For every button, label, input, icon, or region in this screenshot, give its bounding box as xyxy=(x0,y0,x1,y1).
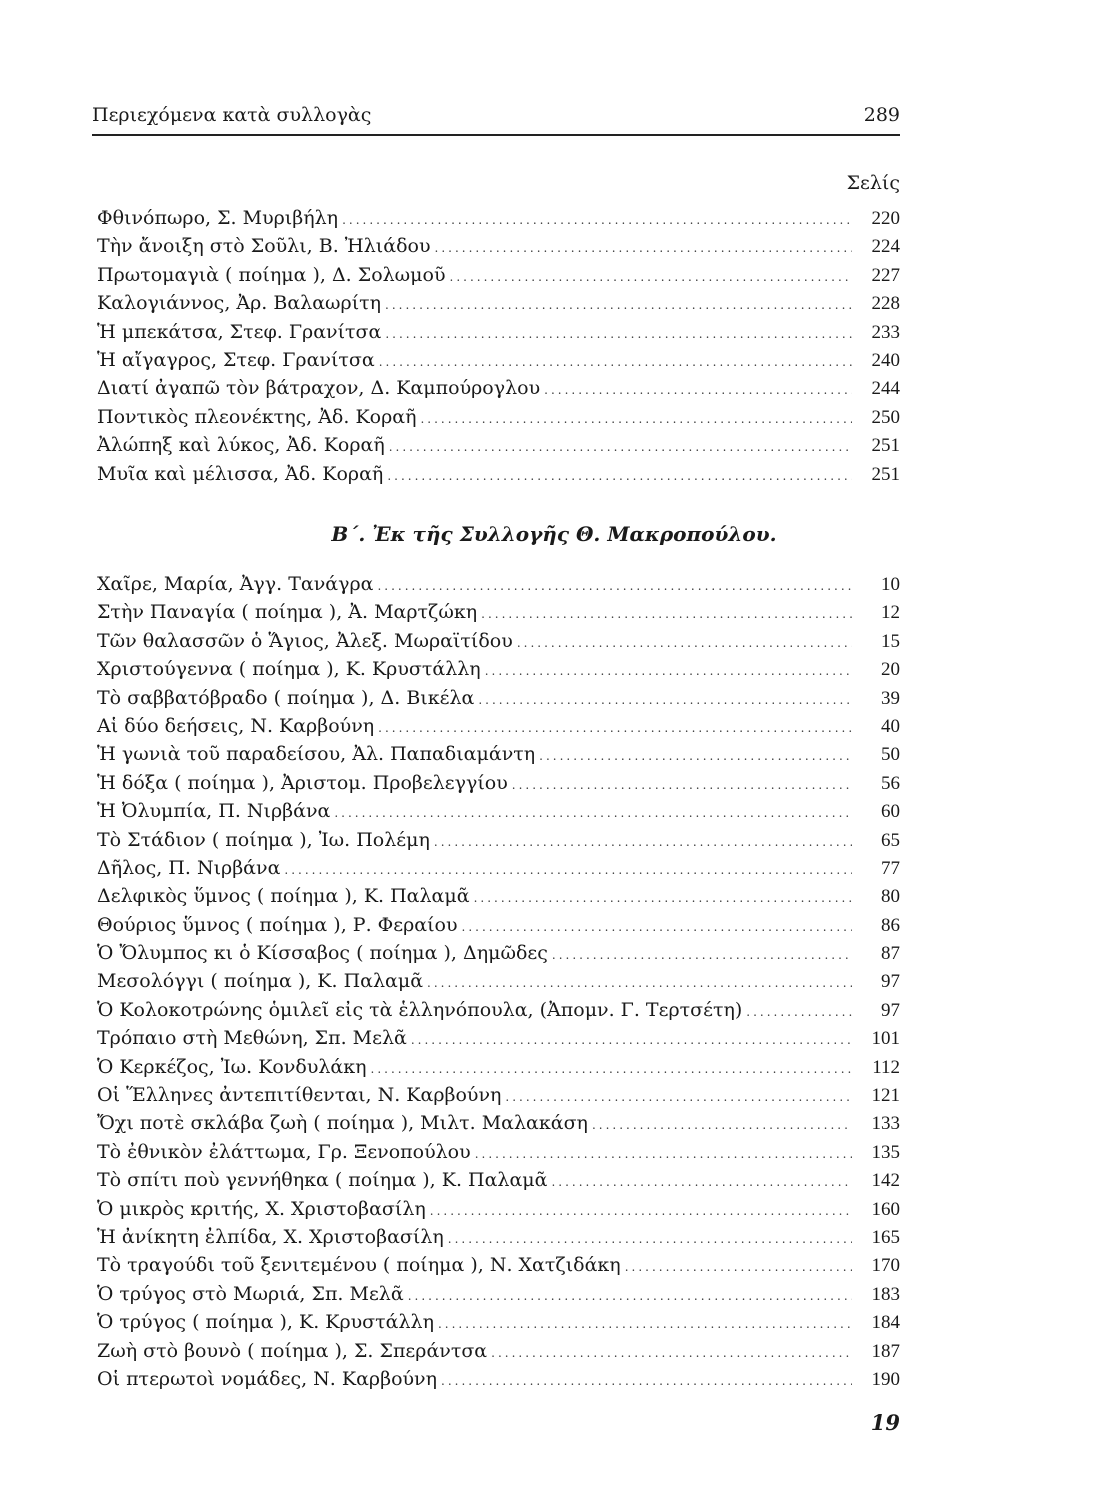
entry-page-number: 101 xyxy=(871,1028,900,1050)
entry-title: Ὁ μικρὸς κριτής, Χ. Χριστοβασίλη xyxy=(97,1197,426,1220)
dot-leader xyxy=(544,376,852,404)
entry-page-number: 187 xyxy=(871,1340,900,1362)
toc-entry xyxy=(97,1138,900,1166)
toc-entry xyxy=(97,967,900,995)
dot-leader xyxy=(430,1197,852,1225)
entry-title: Χαῖρε, Μαρία, Ἀγγ. Τανάγρα xyxy=(97,573,374,595)
entry-title: Ζωὴ στὸ βουνὸ ( ποίημα ), Σ. Σπεράντσα xyxy=(97,1339,488,1362)
entry-page-number: 160 xyxy=(871,1198,900,1220)
toc-entry xyxy=(97,1024,900,1052)
entry-title: Τῶν θαλασσῶν ὁ Ἅγιος, Ἀλεξ. Μωραϊτίδου xyxy=(97,629,513,652)
dot-leader xyxy=(625,1253,852,1281)
entry-title: Τὸ ἐθνικὸν ἐλάττωμα, Γρ. Ξενοπούλου xyxy=(97,1140,471,1163)
entry-page-number: 251 xyxy=(871,435,900,457)
entry-page-number: 165 xyxy=(871,1226,900,1248)
toc-entry xyxy=(97,318,900,346)
dot-leader xyxy=(450,263,852,291)
toc-entry xyxy=(97,684,900,712)
entry-page-number: 183 xyxy=(871,1283,900,1305)
dot-leader xyxy=(371,1055,852,1083)
signature-number: 19 xyxy=(870,1410,900,1435)
entry-page-number: 56 xyxy=(881,772,900,794)
dot-leader xyxy=(485,657,852,685)
dot-leader xyxy=(481,600,852,628)
entry-page-number: 12 xyxy=(881,602,900,624)
entry-page-number: 40 xyxy=(881,715,900,737)
dot-leader xyxy=(389,433,852,461)
entry-page-number: 133 xyxy=(871,1113,900,1135)
dot-leader xyxy=(334,799,852,827)
entry-title: Ἡ δόξα ( ποίημα ), Ἀριστομ. Προβελεγγίου xyxy=(97,771,508,794)
toc-entry xyxy=(97,712,900,740)
toc-entry xyxy=(97,232,900,260)
entry-title: Τὸ σπίτι ποὺ γεννήθηκα ( ποίημα ), Κ. Παλαμᾶ xyxy=(97,1169,548,1192)
toc-entry xyxy=(97,1280,900,1308)
entry-page-number: 240 xyxy=(871,349,900,371)
dot-leader xyxy=(342,206,852,234)
entry-title: Τὴν ἄνοιξη στὸ Σοῦλι, Β. Ἠλιάδου xyxy=(97,235,431,258)
toc-list-section-b xyxy=(97,570,900,1393)
entry-page-number: 15 xyxy=(881,630,900,652)
entry-page-number: 250 xyxy=(871,406,900,428)
entry-page-number: 50 xyxy=(881,744,900,766)
entry-title: Δῆλος, Π. Νιρβάνα xyxy=(97,856,281,879)
entry-title: Ἡ γωνιὰ τοῦ παραδείσου, Ἀλ. Παπαδιαμάντη xyxy=(97,743,536,766)
entry-title: Αἱ δύο δεήσεις, Ν. Καρβούνη xyxy=(97,714,375,737)
entry-title: Οἱ πτερωτοὶ νομάδες, Ν. Καρβούνη xyxy=(97,1367,437,1390)
entry-title: Φθινόπωρο, Σ. Μυριβήλη xyxy=(97,207,339,229)
toc-entry xyxy=(97,403,900,431)
entry-title: Ἡ ἀνίκητη ἐλπίδα, Χ. Χριστοβασίλη xyxy=(97,1225,444,1248)
entry-page-number: 65 xyxy=(881,829,900,851)
toc-list-section-a xyxy=(97,204,900,488)
dot-leader xyxy=(427,969,852,997)
dot-leader xyxy=(512,771,852,799)
toc-entry xyxy=(97,1365,900,1393)
dot-leader xyxy=(438,1310,852,1338)
toc-entry xyxy=(97,627,900,655)
entry-title: Χριστούγεννα ( ποίημα ), Κ. Κρυστάλλη xyxy=(97,658,481,681)
entry-title: Στὴν Παναγία ( ποίημα ), Ἀ. Μαρτζώκη xyxy=(97,601,478,624)
dot-leader xyxy=(420,405,852,433)
entry-title: Ὁ Ὄλυμπος κι ὁ Κίσσαβος ( ποίημα ), Δημῶδες xyxy=(97,942,548,965)
entry-title: Τρόπαιο στὴ Μεθώνη, Σπ. Μελᾶ xyxy=(97,1027,407,1050)
toc-entry xyxy=(97,460,900,488)
entry-title: Ἀλώπηξ καὶ λύκος, Ἀδ. Κοραῆ xyxy=(97,434,385,457)
entry-title: Ὁ Κολοκοτρώνης ὁμιλεῖ εἰς τὰ ἑλληνόπουλα, (Ἀπομν. Γ. Τερτσέτη) xyxy=(97,998,743,1021)
entry-page-number: 77 xyxy=(881,857,900,879)
toc-entry xyxy=(97,939,900,967)
dot-leader xyxy=(379,348,852,376)
entry-page-number: 20 xyxy=(881,659,900,681)
entry-page-number: 227 xyxy=(871,264,900,286)
toc-entry xyxy=(97,1308,900,1336)
dot-leader xyxy=(434,828,852,856)
entry-page-number: 10 xyxy=(881,574,900,595)
dot-leader xyxy=(441,1367,852,1395)
dot-leader xyxy=(475,1140,852,1168)
dot-leader xyxy=(505,1083,852,1111)
entry-page-number: 251 xyxy=(871,463,900,485)
dot-leader xyxy=(448,1225,852,1253)
toc-entry xyxy=(97,911,900,939)
dot-leader xyxy=(746,998,852,1026)
entry-page-number: 224 xyxy=(871,236,900,258)
dot-leader xyxy=(474,884,852,912)
dot-leader xyxy=(517,629,852,657)
entry-title: Μυῖα καὶ μέλισσα, Ἀδ. Κοραῆ xyxy=(97,462,384,485)
page-number: 289 xyxy=(863,104,900,126)
dot-leader xyxy=(462,913,852,941)
toc-entry xyxy=(97,1195,900,1223)
entry-title: Καλογιάννος, Ἀρ. Βαλαωρίτη xyxy=(97,292,382,315)
toc-entry xyxy=(97,740,900,768)
entry-page-number: 170 xyxy=(871,1255,900,1277)
entry-title: Θούριος ὕμνος ( ποίημα ), Ρ. Φεραίου xyxy=(97,913,458,936)
toc-entry xyxy=(97,996,900,1024)
dot-leader xyxy=(539,742,852,770)
toc-entry xyxy=(97,1166,900,1194)
dot-leader xyxy=(435,234,852,262)
dot-leader xyxy=(377,572,852,600)
toc-entry xyxy=(97,374,900,402)
entry-title: Διατί ἀγαπῶ τὸν βάτραχον, Δ. Καμπούρογλου xyxy=(97,377,541,400)
dot-leader xyxy=(411,1026,852,1054)
toc-entry xyxy=(97,261,900,289)
entry-page-number: 233 xyxy=(871,321,900,343)
entry-title: Οἱ Ἕλληνες ἀντεπιτίθενται, Ν. Καρβούνη xyxy=(97,1084,502,1107)
entry-page-number: 39 xyxy=(881,687,900,709)
page-column-label: Σελίς xyxy=(846,172,900,194)
entry-page-number: 190 xyxy=(871,1368,900,1390)
entry-title: Πρωτομαγιὰ ( ποίημα ), Δ. Σολωμοῦ xyxy=(97,263,446,286)
dot-leader xyxy=(478,686,852,714)
toc-entry xyxy=(97,204,900,232)
entry-page-number: 142 xyxy=(871,1170,900,1192)
entry-title: Ὁ τρύγος στὸ Μωριά, Σπ. Μελᾶ xyxy=(97,1282,404,1305)
entry-page-number: 60 xyxy=(881,801,900,823)
entry-title: Ἡ μπεκάτσα, Στεφ. Γρανίτσα xyxy=(97,320,382,343)
toc-entry xyxy=(97,1223,900,1251)
toc-entry xyxy=(97,1109,900,1137)
entry-title: Ὁ τρύγος ( ποίημα ), Κ. Κρυστάλλη xyxy=(97,1311,434,1334)
toc-entry xyxy=(97,598,900,626)
toc-entry xyxy=(97,882,900,910)
entry-page-number: 87 xyxy=(881,943,900,965)
entry-page-number: 121 xyxy=(871,1085,900,1107)
entry-page-number: 112 xyxy=(872,1056,900,1078)
toc-entry xyxy=(97,854,900,882)
entry-title: Ἡ αἴγαγρος, Στεφ. Γρανίτσα xyxy=(97,348,375,371)
dot-leader xyxy=(385,291,852,319)
toc-entry xyxy=(97,826,900,854)
toc-entry xyxy=(97,1337,900,1365)
entry-page-number: 184 xyxy=(871,1312,900,1334)
toc-entry xyxy=(97,1053,900,1081)
toc-entry xyxy=(97,431,900,459)
entry-title: Τὸ Στάδιον ( ποίημα ), Ἰω. Πολέμη xyxy=(97,828,430,851)
entry-page-number: 97 xyxy=(881,971,900,993)
dot-leader xyxy=(551,1168,852,1196)
entry-page-number: 80 xyxy=(881,886,900,908)
toc-entry xyxy=(97,655,900,683)
entry-title: Ἡ Ὀλυμπία, Π. Νιρβάνα xyxy=(97,800,331,823)
entry-page-number: 97 xyxy=(881,999,900,1021)
dot-leader xyxy=(408,1282,852,1310)
entry-title: Δελφικὸς ὕμνος ( ποίημα ), Κ. Παλαμᾶ xyxy=(97,885,470,908)
entry-page-number: 86 xyxy=(881,914,900,936)
entry-title: Τὸ σαββατόβραδο ( ποίημα ), Δ. Βικέλα xyxy=(97,686,475,709)
entry-title: Μεσολόγγι ( ποίημα ), Κ. Παλαμᾶ xyxy=(97,970,424,993)
toc-entry xyxy=(97,570,900,598)
entry-page-number: 220 xyxy=(871,208,900,229)
toc-entry xyxy=(97,289,900,317)
dot-leader xyxy=(387,462,852,490)
entry-title: Ὁ Κερκέζος, Ἰω. Κονδυλάκη xyxy=(97,1055,367,1078)
running-title: Περιεχόμενα κατὰ συλλογὰς xyxy=(92,104,372,126)
dot-leader xyxy=(552,941,852,969)
toc-entry xyxy=(97,346,900,374)
entry-title: Ὄχι ποτὲ σκλάβα ζωὴ ( ποίημα ), Μιλτ. Μαλακάση xyxy=(97,1112,588,1135)
page-header xyxy=(92,104,900,136)
toc-entry xyxy=(97,769,900,797)
dot-leader xyxy=(592,1111,852,1139)
dot-leader xyxy=(385,320,852,348)
toc-entry xyxy=(97,797,900,825)
entry-page-number: 244 xyxy=(871,378,900,400)
dot-leader xyxy=(491,1339,852,1367)
toc-entry xyxy=(97,1251,900,1279)
entry-title: Ποντικὸς πλεονέκτης, Ἀδ. Κοραῆ xyxy=(97,405,417,428)
entry-page-number: 135 xyxy=(871,1141,900,1163)
dot-leader xyxy=(378,714,852,742)
section-heading: Β΄. Ἐκ τῆς Συλλογῆς Θ. Μακροπούλου. xyxy=(331,522,777,546)
dot-leader xyxy=(284,856,852,884)
toc-entry xyxy=(97,1081,900,1109)
entry-page-number: 228 xyxy=(871,293,900,315)
entry-title: Τὸ τραγούδι τοῦ ξενιτεμένου ( ποίημα ), Ν. Χατζιδάκη xyxy=(97,1254,621,1277)
